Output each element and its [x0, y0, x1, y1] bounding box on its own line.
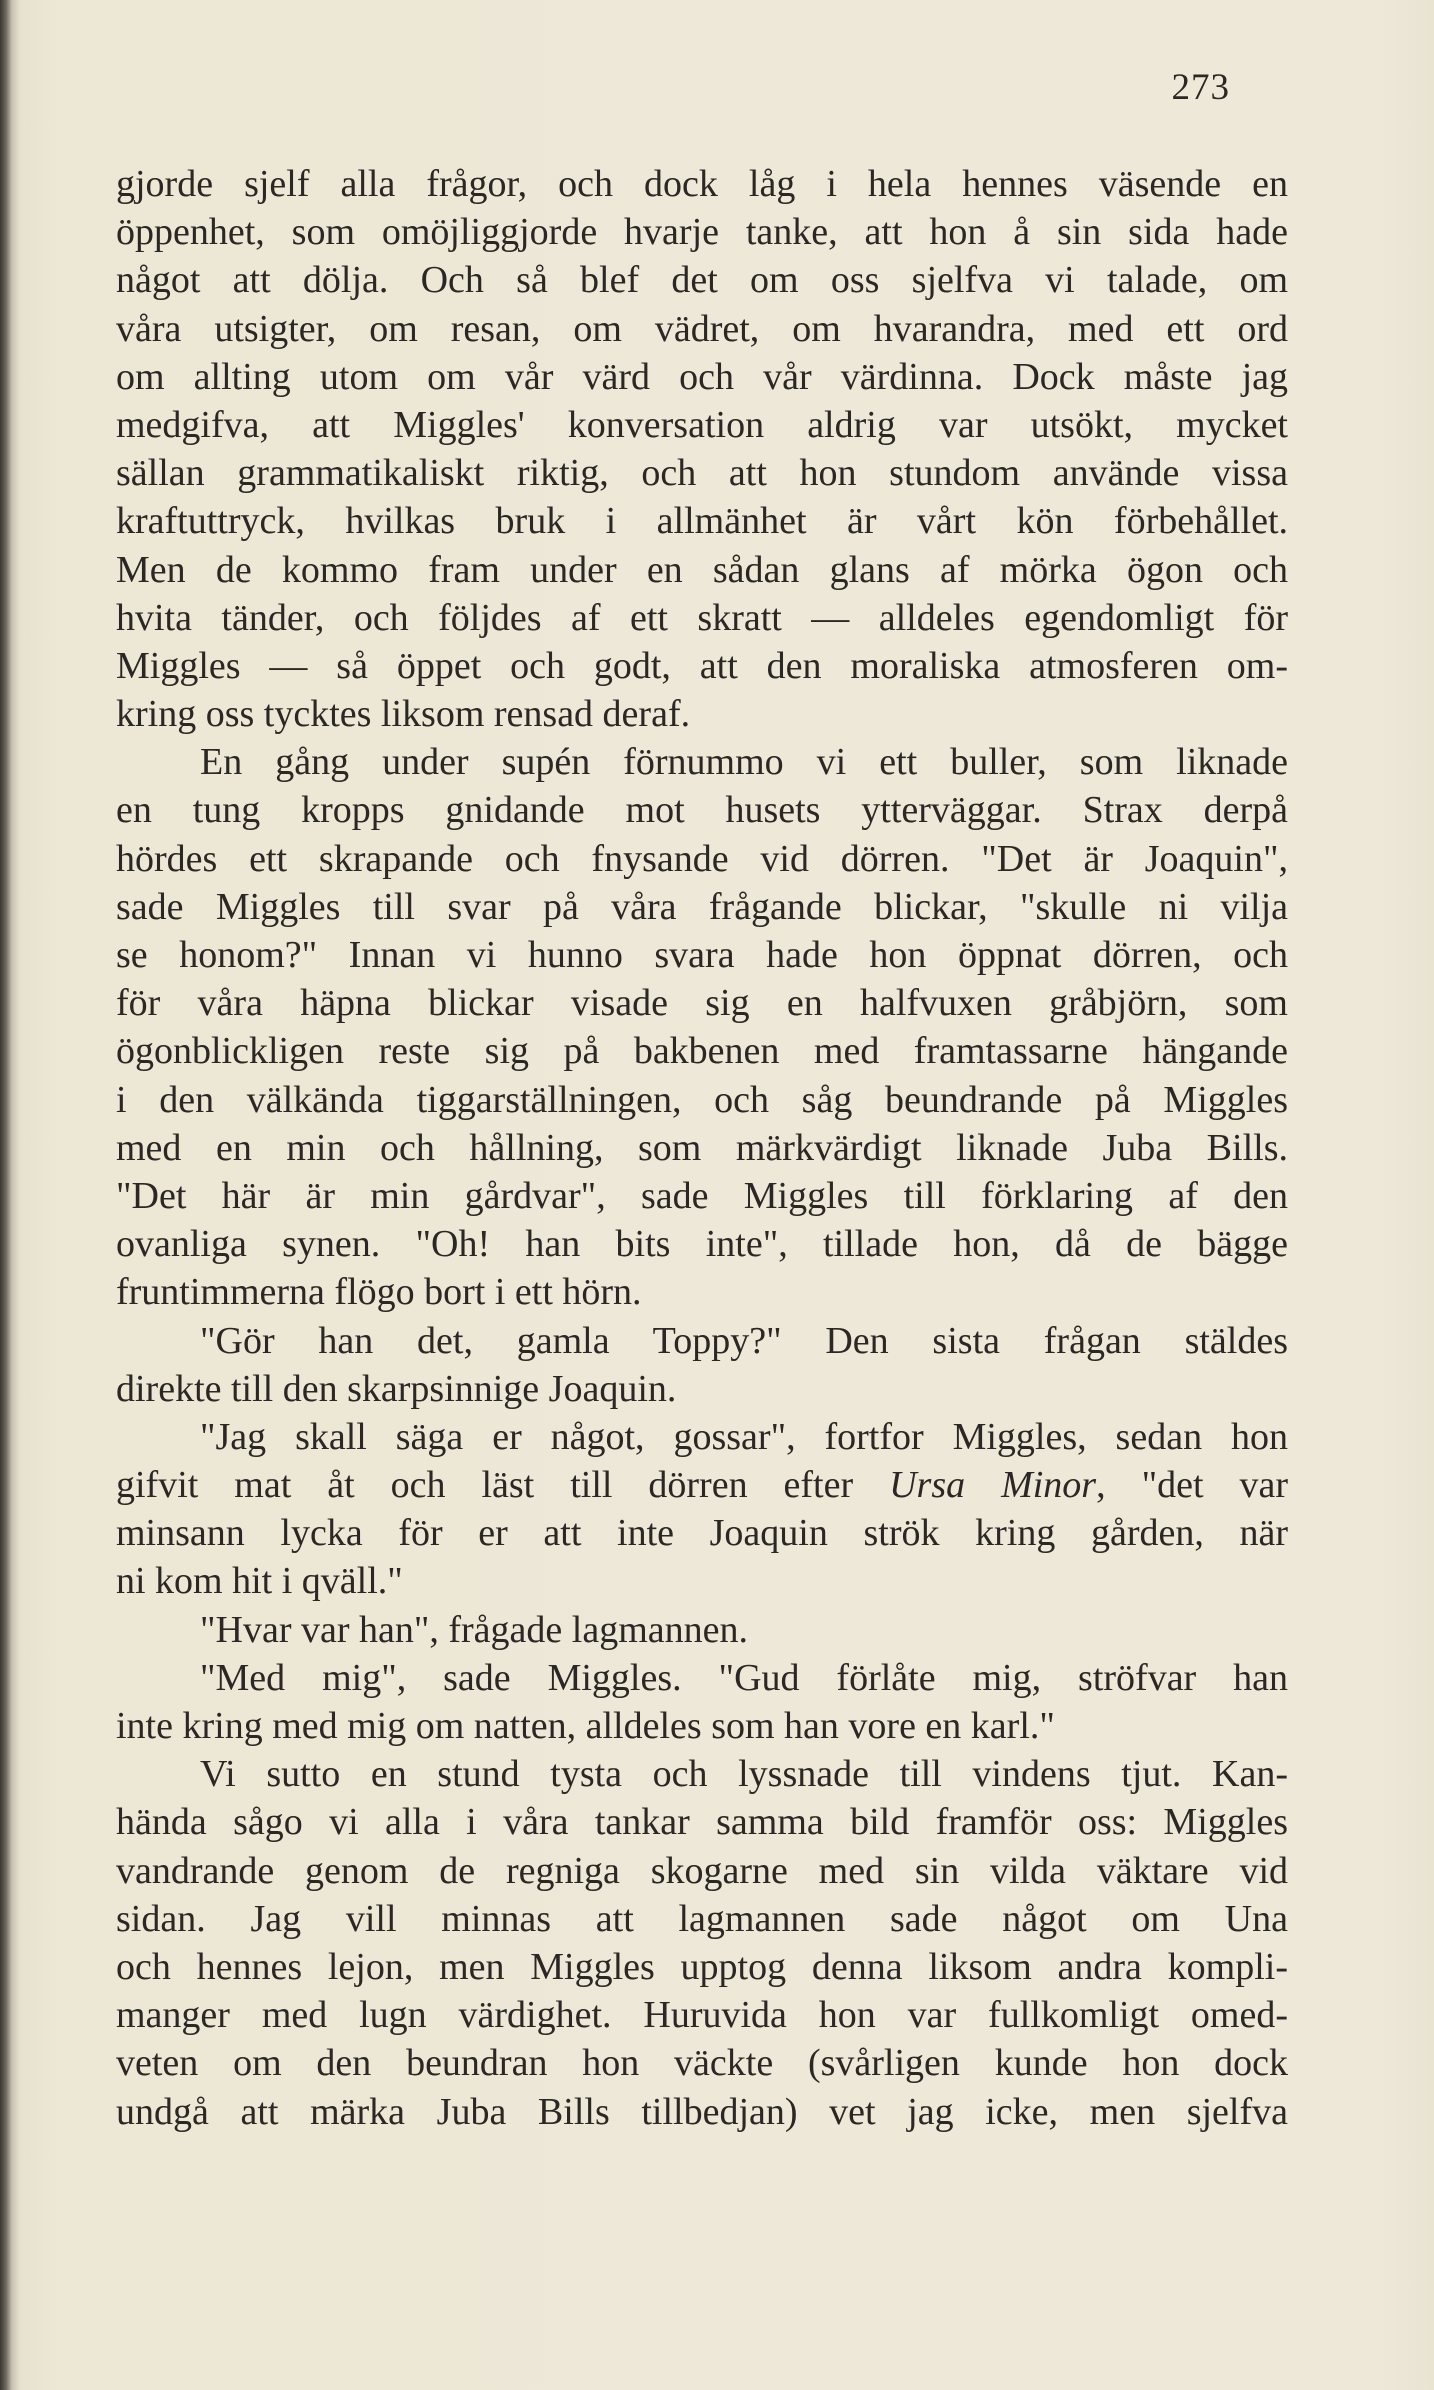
text-line: "Hvar var han", frågade lagmannen.: [200, 1608, 748, 1651]
text-segment: , "det var: [1096, 1464, 1288, 1507]
text-line: och hennes lejon, men Miggles upptog denna liksom andra kompli-: [116, 1945, 1288, 1988]
text-segment: gifvit mat åt och läst till dörren efter: [116, 1464, 890, 1507]
text-line: ni kom hit i qväll.": [116, 1560, 403, 1603]
text-line: gjorde sjelf alla frågor, och dock låg i hela hennes väsende en: [116, 163, 1288, 205]
text-line: ögonblickligen reste sig på bakbenen med framtassarne hängande: [116, 1030, 1288, 1073]
text-line: hända sågo vi alla i våra tankar samma bild framför oss: Miggles: [116, 1801, 1288, 1844]
text-line: "Jag skall säga er något, gossar", fortfor Miggles, sedan hon: [200, 1415, 1288, 1458]
text-line: sidan. Jag vill minnas att lagmannen sade något om Una: [116, 1897, 1288, 1940]
text-line: kraftuttryck, hvilkas bruk i allmänhet är vårt kön förbehållet.: [116, 500, 1288, 543]
text-line: undgå att märka Juba Bills tillbedjan) vet jag icke, men sjelfva: [116, 2090, 1288, 2133]
text-line: hördes ett skrapande och fnysande vid dörren. "Det är Joaquin",: [116, 837, 1288, 880]
text-line: kring oss tycktes liksom rensad deraf.: [116, 693, 691, 736]
italic-title: Ursa Minor: [889, 1464, 1097, 1507]
text-line: en tung kropps gnidande mot husets ytterväggar. Strax derpå: [116, 789, 1288, 832]
text-line: [116, 1461, 1288, 1509]
text-line: fruntimmerna flögo bort i ett hörn.: [116, 1271, 642, 1314]
text-line: sade Miggles till svar på våra frågande blickar, "skulle ni vilja: [116, 885, 1288, 928]
text-line: inte kring med mig om natten, alldeles som han vore en karl.": [116, 1705, 1055, 1747]
text-line: medgifva, att Miggles' konversation aldrig var utsökt, mycket: [116, 403, 1288, 446]
body-text: [116, 160, 1288, 2136]
text-line: "Med mig", sade Miggles. "Gud förlåte mig, ströfvar han: [200, 1656, 1288, 1699]
text-line: våra utsigter, om resan, om vädret, om hvarandra, med ett ord: [116, 307, 1288, 350]
text-line: ovanliga synen. "Oh! han bits inte", tillade hon, då de bägge: [116, 1223, 1288, 1266]
text-line: något att dölja. Och så blef det om oss sjelfva vi talade, om: [116, 259, 1288, 302]
text-line: hvita tänder, och följdes af ett skratt — alldeles egendomligt för: [116, 596, 1288, 639]
text-line: Men de kommo fram under en sådan glans af mörka ögon och: [116, 548, 1288, 591]
text-line: veten om den beundran hon väckte (svårligen kunde hon dock: [116, 2042, 1288, 2085]
page-number: 273: [1171, 67, 1230, 108]
text-line: manger med lugn värdighet. Huruvida hon var fullkomligt omed-: [116, 1994, 1288, 2037]
text-line: vandrande genom de regniga skogarne med sin vilda väktare vid: [116, 1849, 1288, 1892]
text-line: En gång under supén förnummo vi ett buller, som liknade: [200, 741, 1288, 784]
text-line: minsann lycka för er att inte Joaquin strök kring gården, när: [116, 1512, 1288, 1555]
text-line: öppenhet, som omöjliggjorde hvarje tanke, att hon å sin sida hade: [116, 211, 1288, 254]
text-line: Miggles — så öppet och godt, att den moraliska atmosferen om-: [116, 644, 1288, 687]
text-line: sällan grammatikaliskt riktig, och att hon stundom använde vissa: [116, 452, 1288, 495]
text-line: "Gör han det, gamla Toppy?" Den sista frågan stäldes: [200, 1319, 1288, 1362]
text-line: "Det här är min gårdvar", sade Miggles till förklaring af den: [116, 1174, 1288, 1217]
text-line: om allting utom om vår värd och vår värdinna. Dock måste jag: [116, 355, 1288, 398]
text-line: Vi sutto en stund tysta och lyssnade till vindens tjut. Kan-: [200, 1753, 1288, 1796]
text-line: för våra häpna blickar visade sig en halfvuxen gråbjörn, som: [116, 982, 1288, 1025]
text-line: i den välkända tiggarställningen, och såg beundrande på Miggles: [116, 1078, 1288, 1121]
text-line: med en min och hållning, som märkvärdigt liknade Juba Bills.: [116, 1126, 1288, 1169]
text-line: se honom?" Innan vi hunno svara hade hon öppnat dörren, och: [116, 934, 1288, 976]
text-line: direkte till den skarpsinnige Joaquin.: [116, 1367, 677, 1410]
